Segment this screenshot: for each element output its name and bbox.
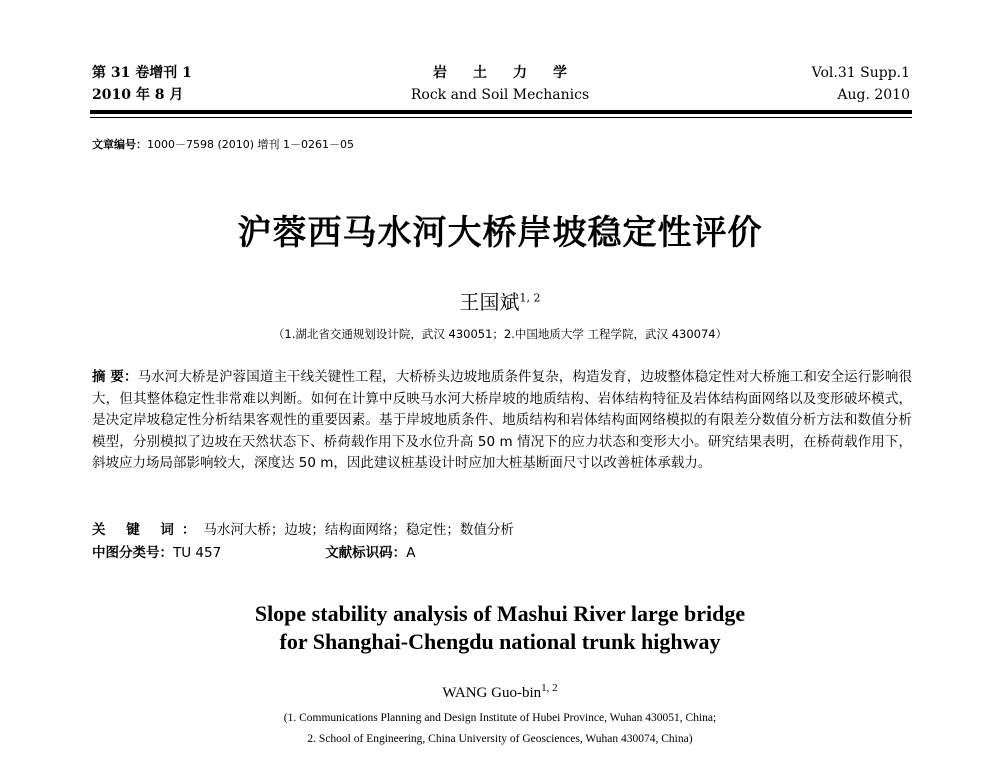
abstract-label: 摘 要： [92,369,138,385]
journal-date: 2010 年 8 月 [92,87,184,103]
author-en-name: WANG Guo-bin [442,685,542,701]
author-en-sup: 1, 2 [541,682,558,694]
clc-label: 中图分类号： [92,545,173,561]
classification [92,541,415,561]
affiliation-en-line1: (1. Communications Planning and Design Institute of Hubei Province, Wuhan 430051, China; [283,712,717,724]
doc-code-label: 文献标识码： [325,545,407,561]
title-en-line1: Slope stability analysis of Mashui River large bridge [254,601,746,626]
keywords-label: 关 键 词： [92,522,204,538]
article-number [92,136,354,152]
author-en [0,682,1000,702]
article-number-label: 文章编号： [92,138,147,151]
journal-volume-info [92,62,192,106]
author-cn-name: 王国斌 [459,290,520,314]
journal-volume-en-line: Vol.31 Supp.1 [811,65,910,81]
journal-name-en: Rock and Soil Mechanics [410,87,590,103]
journal-volume: 第 31 卷增刊 1 [92,65,192,81]
header-rule-thick [90,110,912,114]
header-rule-thin [90,117,912,118]
clc-value: TU 457 [173,545,222,561]
journal-name [400,62,600,106]
title-cn: 沪蓉西马水河大桥岸坡稳定性评价 [237,213,763,253]
journal-name-cn: 岩土力学 [433,65,593,81]
keywords-cn [92,518,514,538]
affiliation-cn: （1.湖北省交通规划设计院，武汉 430051；2.中国地质大学 工程学院，武汉 430074） [272,327,728,341]
author-cn-sup: 1, 2 [519,291,541,305]
author-cn [0,286,1000,315]
abstract-text: 马水河大桥是沪蓉国道主干线关键性工程，大桥桥头边坡地质条件复杂，构造发育，边坡整体稳定性对大桥施工和安全运行影响很大，但其整体稳定性非常难以判断。如何在计算中反映马水河大桥岸坡的地质结构、岩体结构特征及岩体结构面网络以及变形破坏模式，是决定岸坡稳定性分析结果客观性的重要因素。基于岸坡地质条件、地质结构和岩体结构面网络模拟的有限差分数值分析方法和数值分析模型，分别模拟了边坡在天然状态下、桥荷载作用下及水位升高 50 m 情况下的应力状态和变形大小。研究结果表明，在桥荷载作用下，斜坡应力场局部影响较大，深度达 50 m，因此建议桩基设计时应加大桩基断面尺寸以改善桩体承载力。 [92,369,913,471]
journal-date-en: Aug. 2010 [837,87,910,103]
affiliation-en-line2: 2. School of Engineering, China University of Geosciences, Wuhan 430074, China) [307,733,693,745]
affiliation-en [0,708,1000,750]
article-number-value: 1000－7598 (2010) 增刊 1－0261－05 [147,138,355,151]
abstract-cn [92,367,912,475]
title-en [0,600,1000,656]
doc-code-value: A [406,545,416,561]
title-en-line2: for Shanghai-Chengdu national trunk highway [279,629,721,654]
journal-volume-en [812,62,910,106]
keywords-text: 马水河大桥；边坡；结构面网络；稳定性；数值分析 [203,522,514,538]
